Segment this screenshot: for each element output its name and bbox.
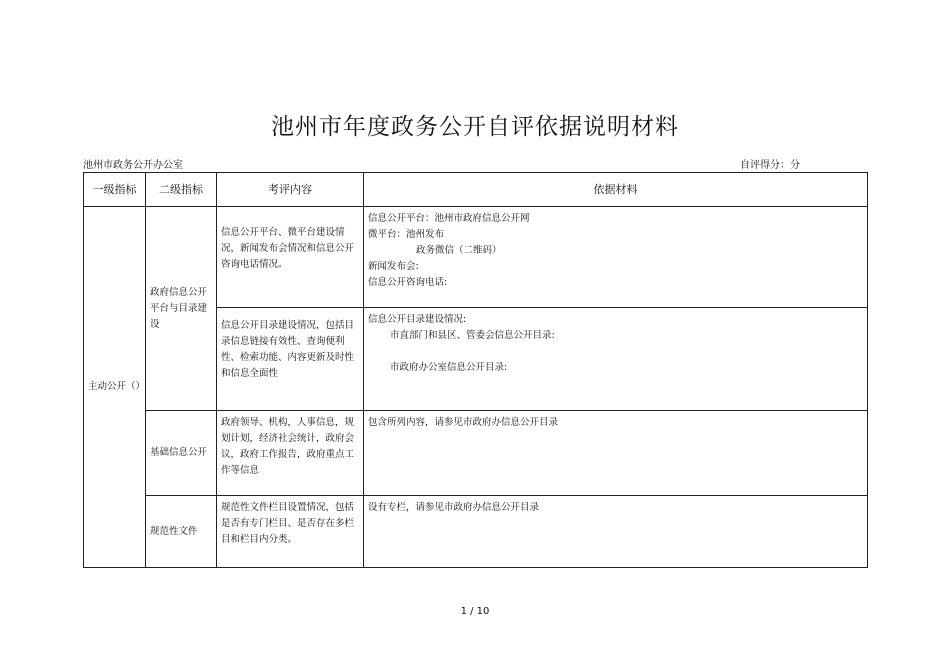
page-number: 1 / 10 xyxy=(460,606,490,617)
evidence-cell: 设有专栏，请参见市政府办信息公开目录 xyxy=(364,496,868,568)
evidence-line: 信息公开平台：池州市政府信息公开网 xyxy=(368,213,530,224)
header-level2: 二级指标 xyxy=(146,173,217,207)
evidence-line: 信息公开目录建设情况: xyxy=(368,314,467,325)
content-text: 政府领导、机构，人事信息，规划计划，经济社会统计，政府会议，政府工作报告，政府重点工作等信息 xyxy=(221,417,355,476)
issuing-office: 池州市政务公开办公室 xyxy=(83,160,183,171)
level2-indicator: 基础信息公开 xyxy=(146,411,217,496)
table-row xyxy=(84,207,868,308)
header-evidence: 依据材料 xyxy=(364,173,868,207)
evidence-line: 市政府办公室信息公开目录: xyxy=(390,362,508,373)
evidence-line: 微平台：池州发布 xyxy=(368,229,445,240)
header-level1: 一级指标 xyxy=(84,173,146,207)
evidence-line: 新闻发布会: xyxy=(368,261,419,272)
page-title: 池州市年度政务公开自评依据说明材料 xyxy=(271,114,679,140)
content-text: 信息公开平台、微平台建设情况，新闻发布会情况和信息公开咨询电话情况。 xyxy=(221,227,355,270)
self-score-label: 自评得分：分 xyxy=(740,160,800,171)
evidence-cell xyxy=(364,207,868,308)
table-row xyxy=(84,411,868,496)
level2-indicator: 政府信息公开平台与目录建设 xyxy=(146,207,217,411)
content-cell xyxy=(217,496,364,568)
content-cell xyxy=(217,308,364,411)
table-header-row xyxy=(84,173,868,207)
evaluation-table xyxy=(83,172,868,568)
content-text: 信息公开目录建设情况，包括目录信息链接有效性、查询便利性、检索功能、内容更新及时性和信息全面性 xyxy=(221,320,355,379)
evidence-line: 信息公开咨询电话: xyxy=(368,277,448,288)
level1-indicator: 主动公开（） xyxy=(84,207,146,568)
table-row xyxy=(84,496,868,568)
evidence-line: 市直部门和县区、管委会信息公开目录: xyxy=(390,330,555,341)
evidence-cell: 包含所列内容，请参见市政府办信息公开目录 xyxy=(364,411,868,496)
level2-indicator: 规范性文件 xyxy=(146,496,217,568)
header-content: 考评内容 xyxy=(217,173,364,207)
content-cell xyxy=(217,207,364,308)
evidence-line: 政务微信（二维码） xyxy=(416,245,502,256)
content-cell xyxy=(217,411,364,496)
evidence-cell xyxy=(364,308,868,411)
content-text: 规范性文件栏目设置情况，包括是否有专门栏目、是否存在多栏目和栏目内分类。 xyxy=(221,502,355,545)
